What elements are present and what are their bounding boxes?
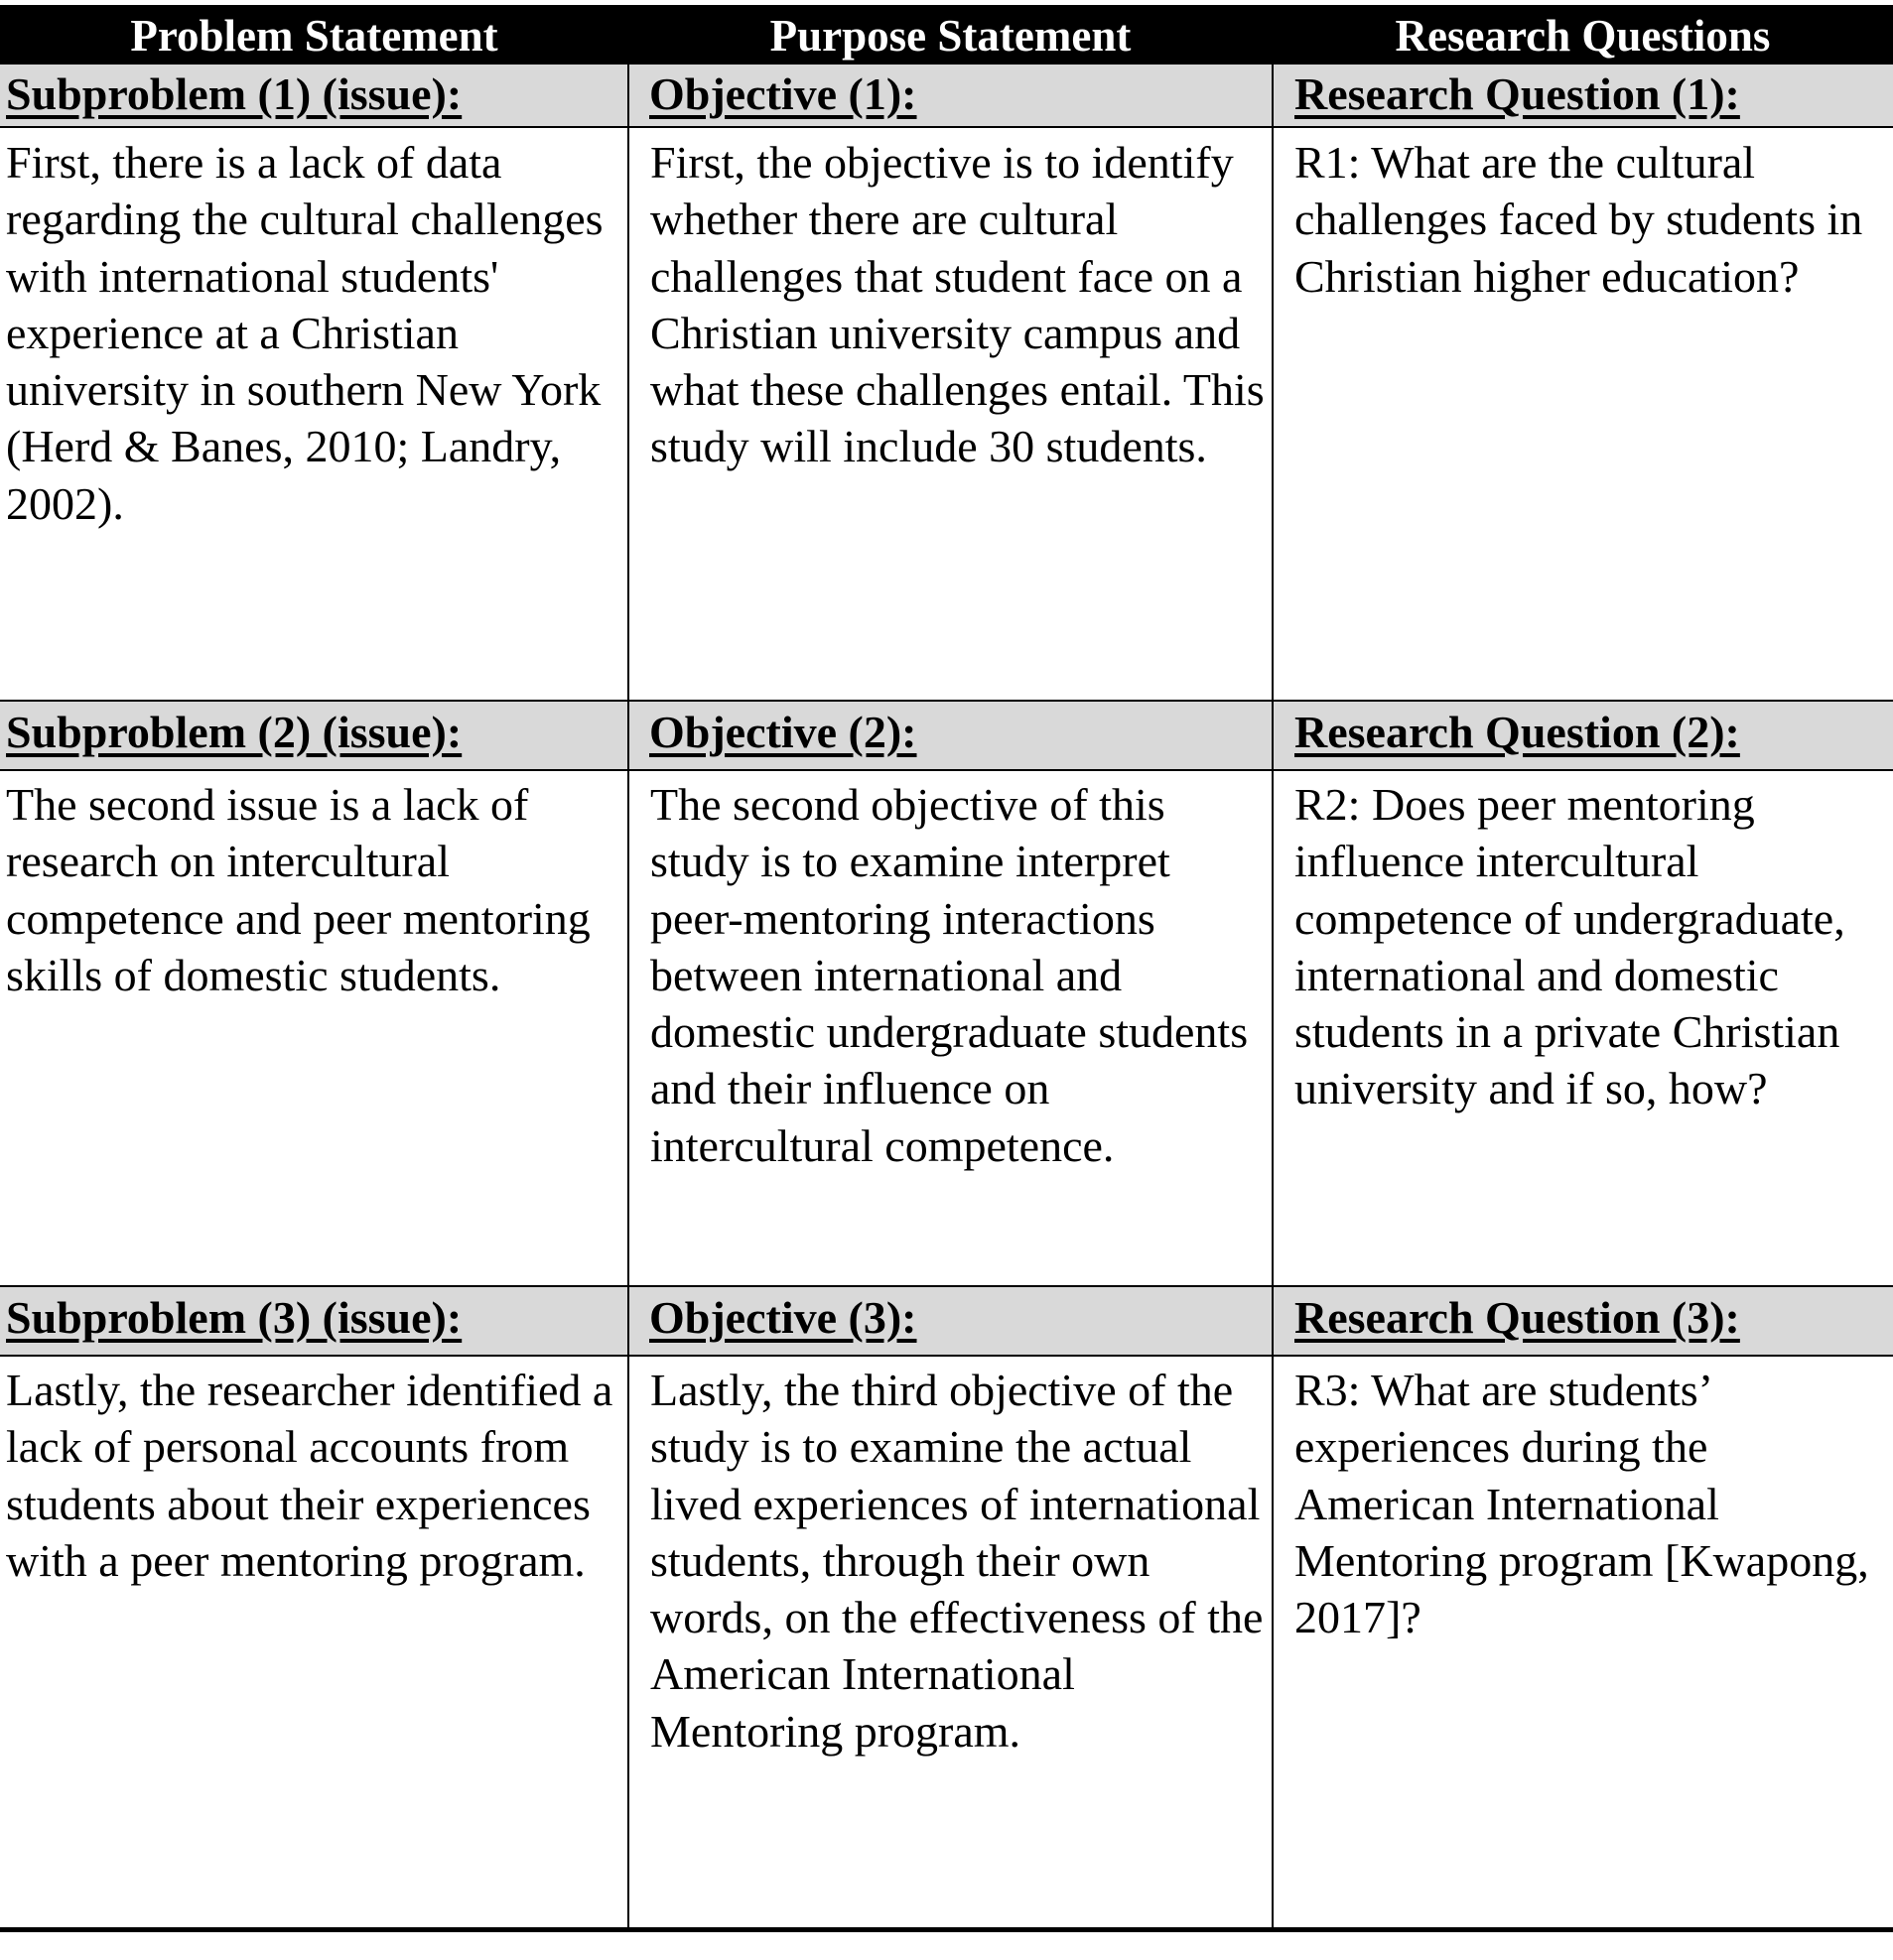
- subproblem-2-heading: Subproblem (2) (issue):: [6, 707, 463, 757]
- research-question-3-heading: Research Question (3):: [1294, 1292, 1740, 1343]
- divider: [0, 769, 1893, 771]
- column-divider: [1272, 65, 1274, 1930]
- header-purpose-statement: Purpose Statement: [769, 11, 1132, 61]
- objective-2-heading: Objective (2):: [649, 707, 917, 757]
- table-header-row: [0, 5, 1893, 65]
- table-bottom-border: [0, 1927, 1893, 1932]
- subheading-row-2: [0, 702, 1893, 769]
- header-problem-statement: Problem Statement: [130, 11, 498, 61]
- research-question-2-text: R2: Does peer mentoring influence intercultural competence of undergraduate, international and domestic students in a private Christian university and if so, how?: [1294, 779, 1845, 1114]
- subproblem-2-text: The second issue is a lack of research on intercultural competence and peer mentoring skills of domestic students.: [6, 779, 591, 1000]
- divider: [0, 126, 1893, 128]
- research-question-1-heading: Research Question (1):: [1294, 68, 1740, 119]
- divider: [0, 1355, 1893, 1357]
- subproblem-1-heading: Subproblem (1) (issue):: [6, 68, 463, 119]
- objective-1-heading: Objective (1):: [649, 68, 917, 119]
- subproblem-1-text: First, there is a lack of data regarding the cultural challenges with international students' experience at a Christian university in southern New York (Herd & Banes, 2010; Landry, 2002).: [6, 137, 604, 529]
- objective-1-text: First, the objective is to identify whether there are cultural challenges that student face on a Christian university campus and what these challenges entail. This study will include 30 students.: [650, 137, 1265, 472]
- subheading-row-1: [0, 65, 1893, 127]
- objective-3-heading: Objective (3):: [649, 1292, 917, 1343]
- header-research-questions: Research Questions: [1395, 11, 1771, 61]
- objective-2-text: The second objective of this study is to examine interpret peer-mentoring interactions between international and domestic undergraduate students and their influence on intercultural competence.: [650, 779, 1249, 1171]
- subheading-row-3: [0, 1287, 1893, 1355]
- subproblem-3-heading: Subproblem (3) (issue):: [6, 1292, 463, 1343]
- research-question-2-heading: Research Question (2):: [1294, 707, 1740, 757]
- column-divider: [627, 65, 629, 1930]
- subproblem-3-text: Lastly, the researcher identified a lack of personal accounts from students about their experiences with a peer mentoring program.: [6, 1365, 613, 1586]
- objective-3-text: Lastly, the third objective of the study is to examine the actual lived experiences of international students, through their own words, on the effectiveness of the American International Mentoring program.: [650, 1365, 1264, 1757]
- research-question-3-text: R3: What are students’ experiences during the American International Mentoring program [Kwapong, 2017]?: [1294, 1365, 1869, 1643]
- research-question-1-text: R1: What are the cultural challenges faced by students in Christian higher education?: [1294, 137, 1863, 302]
